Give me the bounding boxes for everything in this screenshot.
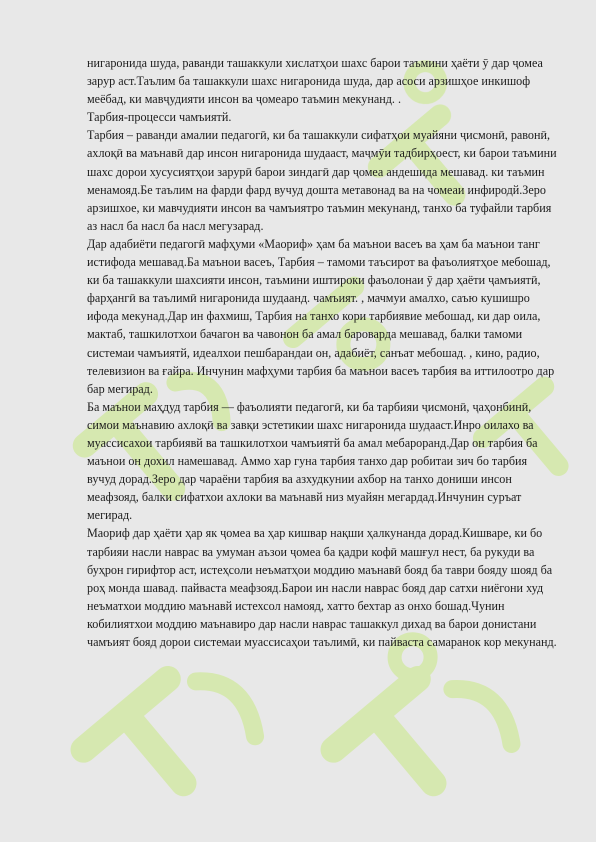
paragraph-definition: Тарбия – раванди амалии педагогӣ, ки ба ташаккули сифатҳои муайяни ҷисмонӣ, равонӣ, ахлоқӣ ва маънавӣ дар инсон нигаронида шудааст, маҷмӯи тадбирҳоест, ки барои таъмини шахс дорои хусусиятҳои зарурӣ барои зиндагӣ дар ҷомеа андешида мешавад. ки таъмин менамояд.Бе таълим на фарди фард вучуд дошта метавонад ва на чомеаи инфиродй.Зеро арзишхое, ки мавчудияти инсон ва чамъиятро таъмин мекунанд, танхо ба туфайли тарбия аз насл ба насл ба насл мегузарад. — [87, 128, 557, 233]
paragraph-intro-continuation: нигаронида шуда, раванди ташаккули хислатҳои шахс барои таъмини ҳаёти ӯ дар ҷомеа зарур аст.Таълим ба ташаккули шахс нигаронида шуда, дар асоси арзишҳое инкишоф меёбад, ки мавҷудияти инсон ва ҷомеаро таъмин мекунанд. . — [87, 56, 543, 107]
paragraph-narrow-meaning: Ба маънои маҳдуд тарбия — фаъолияти педагогӣ, ки ба тарбияи ҷисмонӣ, ҷаҳонбинӣ, симои маънавию ахлоқӣ ва завқи эстетикии шахс нигаронида шудааст.Инро оилахо ва муассисахои тарбиявй ва ташкилотхои чамъиятй ба амал мебароранд.Дар он тарбия ба маънои он дохил намешавад. Аммо хар гуна тарбия танхо дар робитаи зич бо тарбия вучуд дорад.Зеро дар чараёни тарбия ва азхудкунии ахбор на танхо дониши инсон меафзояд, балки сифатхои ахлоки ва маънавй низ муайян мегардад.Инчунин суръат мегирад. — [87, 399, 538, 523]
watermark-glyph-bottom-left — [84, 651, 265, 826]
paragraph-broad-meaning: Дар адабиёти педагогӣ мафҳуми «Маориф» ҳам ба маънои васеъ ва ҳам ба маънои танг истифода мешавад.Ба маънои васеъ, Тарбия – тамоми таъсирот ва фаъолиятҳое мебошад, ки ба ташаккули шахсияти инсон, таъмини иштироки фаъолонаи ӯ дар ҳаёти ҷамъиятӣ, фарҳангӣ ва таълимӣ нигаронида шудаанд. чамъият. , мачмуи амалхо, саъю кушишро ифода мекунад.Дар ин фахмиш, Тарбия на танхо кори тарбиявие мебошад, ки дар оила, мактаб, ташкилотхои бачагон ва чавонон ба амал бароварда мешавад, балки тамоми системаи чамъиятй, идеалхои пешбарандаи он, адабиёт, санъат мебошад. , кино, радио, телевизион ва ғайра. Инчунин мафҳуми тарбия ба маънои васеъ тарбия ва иттилоотро дар бар мегирад. — [87, 236, 555, 396]
paragraph-heading-social-process: Тарбия-процесси чамъиятй. — [87, 110, 232, 125]
watermark-glyph-bottom-right — [309, 622, 521, 834]
document-body — [87, 54, 557, 651]
paragraph-role-of-education: Маориф дар ҳаёти ҳар як ҷомеа ва ҳар кишвар нақши ҳалкунанда дорад.Кишваре, ки бо тарбияи насли наврас ва умуман аъзои ҷомеа ба қадри кофӣ машғул нест, ба рукуди ва буҳрон гирифтор аст, истеҳсоли неъматҳои моддию маънавӣ бояд ба таври бояду шояд ба роҳ монда шавад. пайваста меафзояд.Барои ин насли наврас бояд дар сатхи ниёгони худ неъматхои моддию маънавй истехсол намояд, хатто бехтар аз онхо бошад.Чунин кобилиятхои моддию маънавиро дар насли наврас ташаккул дихад ва барои донистани чамъият бояд дорои системаи муассисаҳои таълимӣ, ки пайваста самаранок кор мекунанд. — [87, 526, 557, 649]
